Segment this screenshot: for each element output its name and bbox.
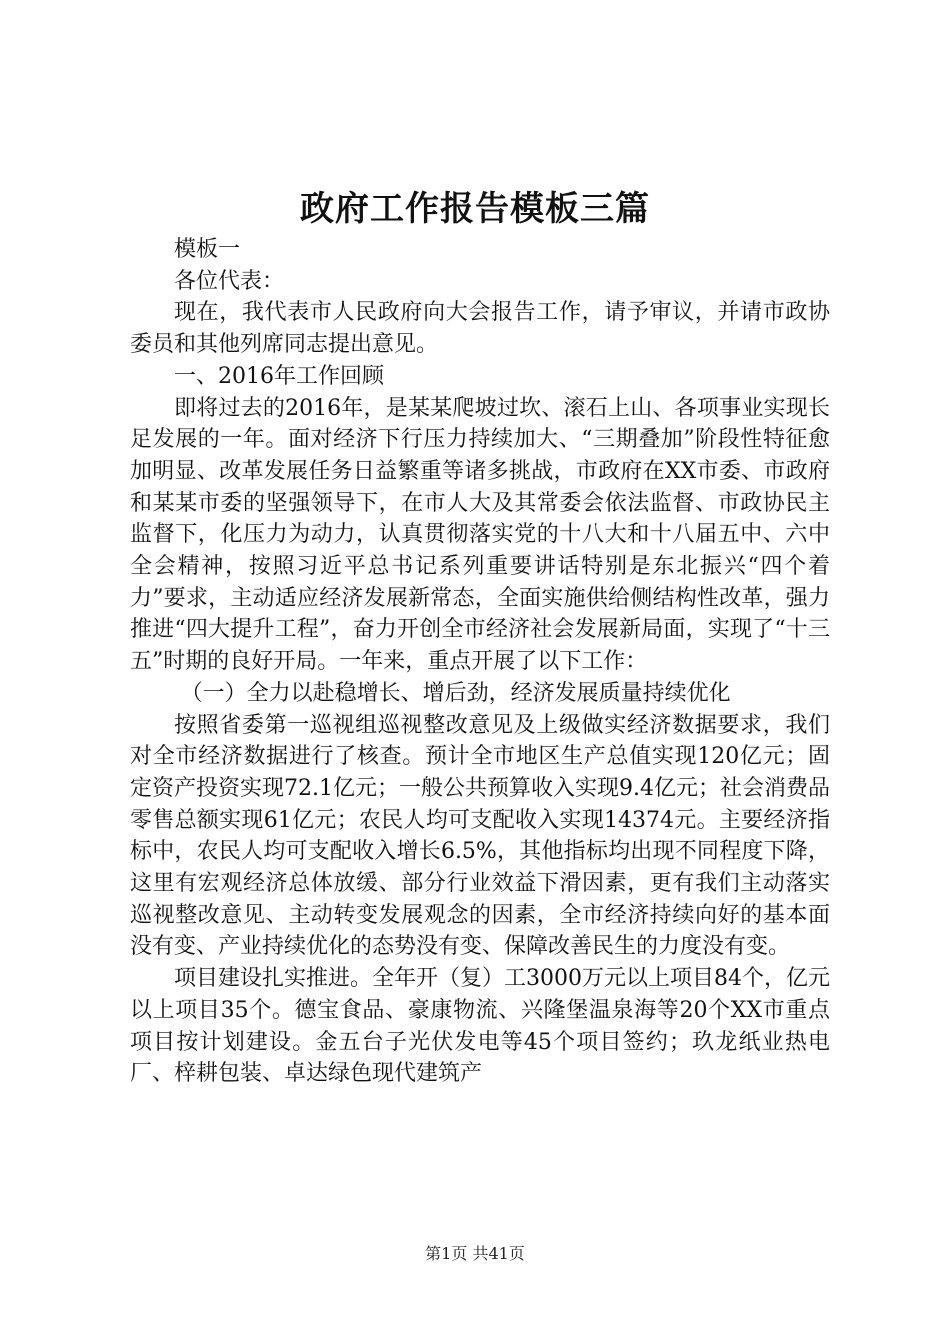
paragraph-projects: 项目建设扎实推进。全年开（复）工3000万元以上项目84个，亿元以上项目35个。德宝食品、豪康物流、兴隆堡温泉海等20个XX市重点项目按计划建设。金五台子光伏发电等45个项目签约；玖龙纸业热电厂、梓耕包装、卓达绿色现代建筑产 bbox=[130, 966, 830, 1087]
paragraph-review: 即将过去的2016年，是某某爬坡过坎、滚石上山、各项事业实现长足发展的一年。面对经济下行压力持续加大、“三期叠加”阶段性特征愈加明显、改革发展任务日益繁重等诸多挑战，市政府在XX市委、市政府和某某市委的坚强领导下，在市人大及其常委会依法监督、市政协民主监督下，化压力为动力，认真贯彻落实党的十八大和十八届五中、六中全会精神，按照习近平总书记系列重要讲话特别是东北振兴“四个着力”要求，主动适应经济发展新常态，全面实施供给侧结构性改革，强力推进“四大提升工程”，奋力开创全市经济社会发展新局面，实现了“十三五”时期的良好开局。一年来，重点开展了以下工作： bbox=[130, 395, 830, 675]
subsection-heading: （一）全力以赴稳增长、增后劲，经济发展质量持续优化 bbox=[180, 680, 731, 706]
paragraph-salutation: 各位代表： bbox=[174, 268, 285, 294]
document-title: 政府工作报告模板三篇 bbox=[300, 189, 650, 229]
page-number-footer: 第1页 共41页 bbox=[425, 1244, 525, 1263]
paragraph-intro: 现在，我代表市人民政府向大会报告工作，请予审议，并请市政协委员和其他列席同志提出意见。 bbox=[130, 300, 830, 358]
paragraph-economy: 按照省委第一巡视组巡视整改意见及上级做实经济数据要求，我们对全市经济数据进行了核查。预计全市地区生产总值实现120亿元；固定资产投资实现72.1亿元；一般公共预算收入实现9.4亿元；社会消费品零售总额实现61亿元；农民人均可支配收入实现14374元。主要经济指标中，农民人均可支配收入增长6.5%，其他指标均出现不同程度下降，这里有宏观经济总体放缓、部分行业效益下滑因素，更有我们主动落实巡视整改意见、主动转变发展观念的因素，全市经济持续向好的基本面没有变、产业持续优化的态势没有变、保障改善民生的力度没有变。 bbox=[130, 712, 830, 960]
section-heading: 一、2016年工作回顾 bbox=[174, 363, 384, 389]
document-body bbox=[130, 234, 830, 1090]
paragraph-template-label: 模板一 bbox=[174, 237, 241, 262]
